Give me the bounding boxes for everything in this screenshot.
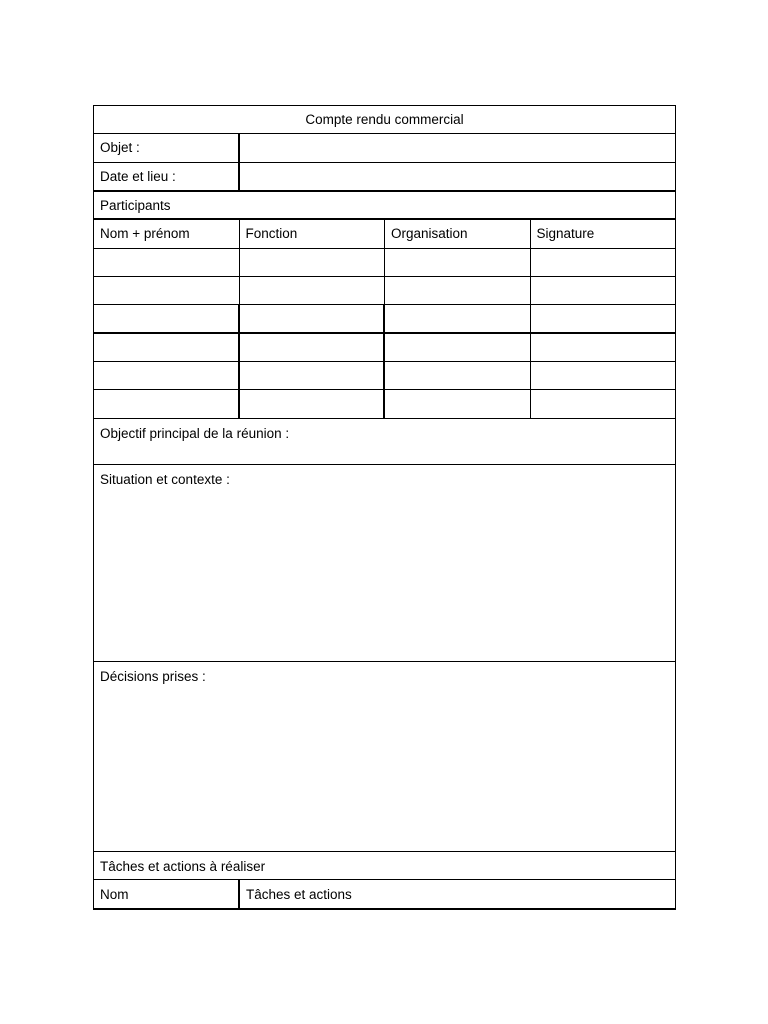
date-lieu-label: Date et lieu : bbox=[94, 163, 240, 190]
participant-organisation-cell[interactable] bbox=[385, 277, 531, 304]
participant-signature-cell[interactable] bbox=[531, 362, 676, 389]
participant-name-cell[interactable] bbox=[94, 305, 240, 332]
tasks-header-row bbox=[93, 880, 676, 910]
date-lieu-row bbox=[93, 163, 676, 192]
objectif-label: Objectif principal de la réunion : bbox=[100, 426, 290, 441]
participant-organisation-cell[interactable] bbox=[385, 390, 531, 418]
participant-function-cell[interactable] bbox=[240, 362, 386, 389]
participants-header-row bbox=[93, 220, 676, 249]
participants-heading: Participants bbox=[100, 198, 171, 213]
participant-signature-cell[interactable] bbox=[531, 249, 676, 276]
participant-organisation-cell[interactable] bbox=[385, 249, 531, 276]
objet-label: Objet : bbox=[94, 134, 240, 162]
objet-row bbox=[93, 134, 676, 163]
participants-heading-row bbox=[93, 192, 676, 220]
participant-name-cell[interactable] bbox=[94, 334, 240, 361]
participant-row bbox=[93, 305, 676, 334]
decisions-label: Décisions prises : bbox=[100, 669, 206, 684]
date-lieu-field[interactable] bbox=[240, 163, 675, 190]
tasks-column-nom: Nom bbox=[94, 880, 240, 908]
participant-function-cell[interactable] bbox=[240, 390, 386, 418]
column-header-organisation: Organisation bbox=[385, 220, 531, 248]
tasks-column-actions: Tâches et actions bbox=[246, 887, 352, 902]
tasks-heading: Tâches et actions à réaliser bbox=[100, 859, 266, 874]
participant-row bbox=[93, 277, 676, 305]
participant-signature-cell[interactable] bbox=[531, 305, 676, 332]
column-header-signature: Signature bbox=[536, 226, 595, 241]
situation-label: Situation et contexte : bbox=[100, 472, 230, 487]
participant-name-cell[interactable] bbox=[94, 362, 240, 389]
situation-section[interactable] bbox=[93, 465, 676, 662]
objet-field[interactable] bbox=[240, 134, 675, 162]
participant-row bbox=[93, 334, 676, 362]
objectif-section[interactable] bbox=[93, 419, 676, 465]
participant-name-cell[interactable] bbox=[94, 390, 240, 418]
participant-signature-cell[interactable] bbox=[531, 390, 676, 418]
form-title-row bbox=[93, 105, 676, 134]
decisions-section[interactable] bbox=[93, 662, 676, 852]
participant-organisation-cell[interactable] bbox=[385, 334, 531, 361]
tasks-heading-row bbox=[93, 852, 676, 880]
participant-function-cell[interactable] bbox=[240, 305, 386, 332]
participant-signature-cell[interactable] bbox=[531, 277, 676, 304]
participant-organisation-cell[interactable] bbox=[385, 362, 531, 389]
meeting-report-form bbox=[93, 105, 676, 910]
participant-name-cell[interactable] bbox=[94, 249, 240, 276]
participant-organisation-cell[interactable] bbox=[385, 305, 531, 332]
participant-function-cell[interactable] bbox=[240, 277, 386, 304]
participant-row bbox=[93, 362, 676, 390]
participant-function-cell[interactable] bbox=[240, 334, 386, 361]
participant-signature-cell[interactable] bbox=[531, 334, 676, 361]
column-header-fonction: Fonction bbox=[240, 220, 386, 248]
form-title: Compte rendu commercial bbox=[305, 112, 464, 127]
participant-function-cell[interactable] bbox=[240, 249, 386, 276]
column-header-nom-prenom: Nom + prénom bbox=[94, 220, 240, 248]
participant-row bbox=[93, 390, 676, 419]
participant-name-cell[interactable] bbox=[94, 277, 240, 304]
participant-row bbox=[93, 249, 676, 277]
